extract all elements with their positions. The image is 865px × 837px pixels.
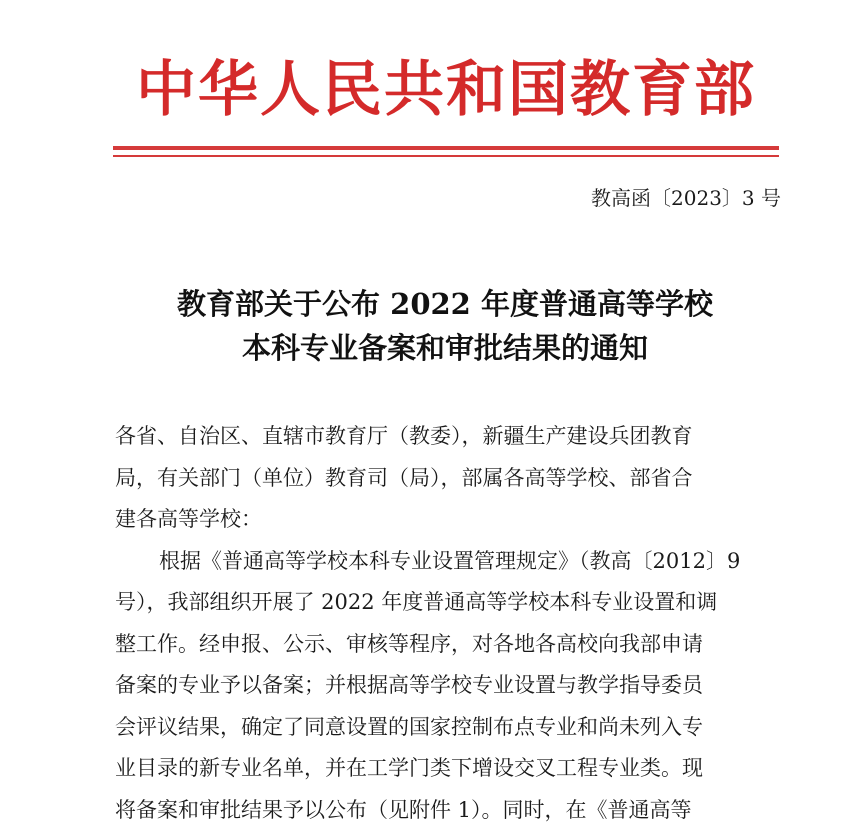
addressee-line: 局，有关部门（单位）教育司（局），部属各高等学校、部省合 <box>115 465 693 490</box>
paragraph-line: 备案的专业予以备案；并根据高等学校专业设置与教学指导委员 <box>115 673 703 697</box>
masthead-rule-thin <box>113 155 779 157</box>
document-title-line-1: 教育部关于公布 2022 年度普通高等学校 <box>177 287 713 321</box>
paragraph-line: 号），我部组织开展了 2022 年度普通高等学校本科专业设置和调 <box>115 590 718 614</box>
addressee-line: 各省、自治区、直辖市教育厅（教委），新疆生产建设兵团教育 <box>115 424 693 448</box>
paragraph-line: 业目录的新专业名单，并在工学门类下增设交叉工程专业类。现 <box>115 756 703 780</box>
masthead-rule-thick <box>113 146 779 150</box>
document-body <box>115 416 815 831</box>
paragraph-line: 根据《普通高等学校本科专业设置管理规定》（教高〔2012〕9 <box>159 548 741 573</box>
document-title-line-2: 本科专业备案和审批结果的通知 <box>241 331 648 365</box>
paragraph-line: 将备案和审批结果予以公布（见附件 1）。同时，在《普通高等 <box>115 797 692 822</box>
document-number: 教高函〔2023〕3 号 <box>591 186 781 210</box>
addressee-line: 建各高等学校： <box>115 507 262 531</box>
paragraph-line: 整工作。经申报、公示、审核等程序，对各地各高校向我部申请 <box>115 631 703 656</box>
masthead-title: 中华人民共和国教育部 <box>136 55 756 125</box>
paragraph-line: 会评议结果，确定了同意设置的国家控制布点专业和尚未列入专 <box>115 714 703 739</box>
